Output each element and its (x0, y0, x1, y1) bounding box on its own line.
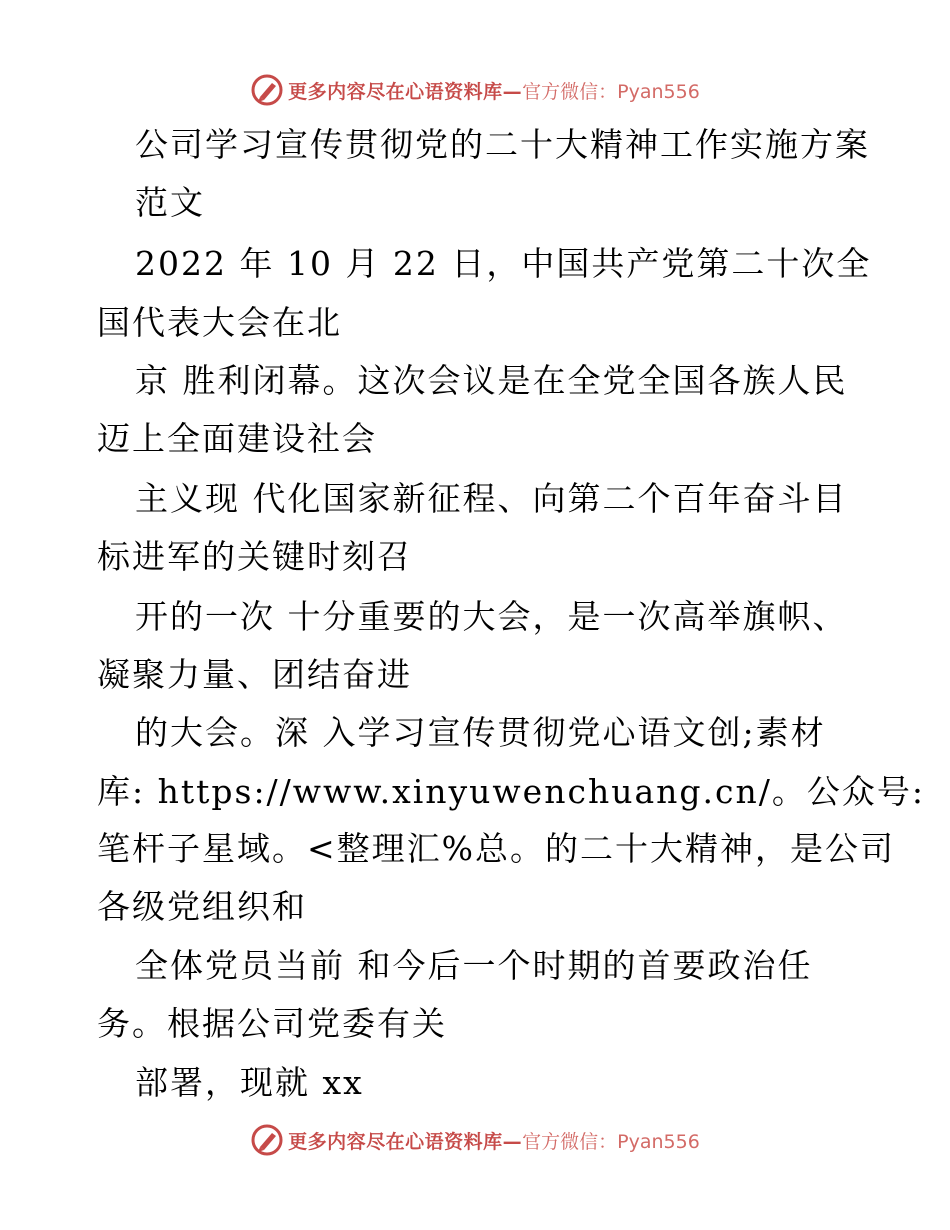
title-line-1: 公司学习宣传贯彻党的二十大精神工作实施方案 (135, 125, 870, 164)
body-line: 主义现 代化国家新征程、向第二个百年奋斗目 (135, 479, 848, 518)
pen-logo-icon (250, 1123, 284, 1157)
banner-text: 更多内容尽在心语资料库— (288, 1130, 523, 1153)
pen-logo-icon (250, 73, 284, 107)
body-line: 库: https://www.xinyuwenchuang.cn/。公众号: (97, 772, 925, 811)
body-line: 各级党组织和 (97, 887, 307, 926)
header-banner (0, 70, 950, 110)
title-line-2: 范文 (135, 183, 205, 222)
banner-text: 更多内容尽在心语资料库— (288, 80, 523, 103)
body-line: 2022 年 10 月 22 日，中国共产党第二十次全 (135, 244, 872, 283)
body-line: 开的一次 十分重要的大会，是一次高举旗帜、 (135, 597, 848, 636)
body-line: 的大会。深 入学习宣传贯彻党心语文创;素材 (135, 713, 826, 752)
body-line: 迈上全面建设社会 (97, 419, 377, 458)
body-line: 国代表大会在北 (97, 303, 342, 342)
body-line: 全体党员当前 和今后一个时期的首要政治任 (135, 946, 813, 985)
footer-banner (0, 1120, 950, 1160)
banner-wechat: 官方微信：Pyan556 (522, 80, 700, 103)
body-line: 笔杆子星域。<整理汇%总。的二十大精神，是公司 (97, 829, 896, 868)
body-line: 凝聚力量、团结奋进 (97, 655, 412, 694)
body-line: 务。根据公司党委有关 (97, 1004, 447, 1043)
body-line: 京 胜利闭幕。这次会议是在全党全国各族人民 (135, 361, 848, 400)
banner-wechat: 官方微信：Pyan556 (522, 1130, 700, 1153)
body-line: 标进军的关键时刻召 (97, 537, 412, 576)
body-line: 部署，现就 xx (135, 1063, 364, 1102)
